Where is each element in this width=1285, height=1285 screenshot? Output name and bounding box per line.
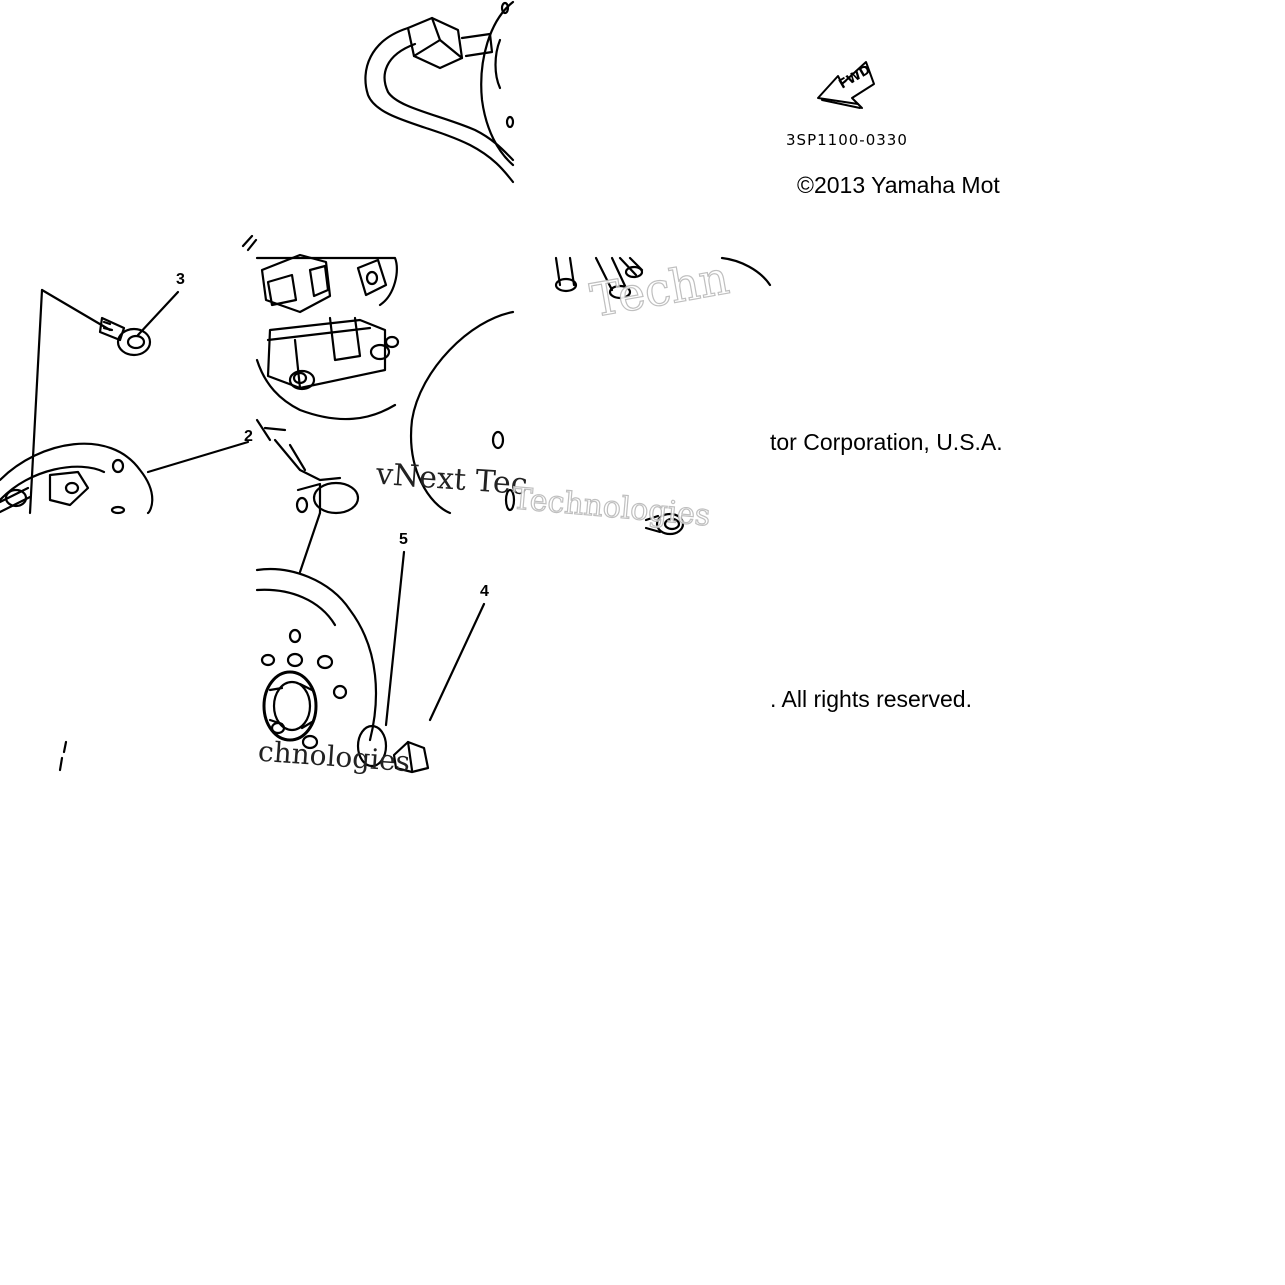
harness-tile [365,2,513,182]
crank-tile [60,513,484,772]
leader-line-3 [138,292,178,335]
rotor [0,444,152,513]
watermark-chnologies: chnologies [257,734,412,779]
leader-line-left [42,290,110,330]
coil-body [268,320,385,388]
copyright-part-2: tor Corporation, U.S.A. [770,429,1003,455]
leader-line-5 [386,552,404,725]
harness-wire-inner [385,44,513,160]
callout-5: 5 [399,531,408,548]
leader-line-vertical [30,290,42,513]
watermark-techn: Techn [586,250,733,328]
flywheel-tile [0,290,248,513]
leader-line-upper [300,513,320,572]
watermark-vnext: vNext Tec [374,456,529,503]
callout-3: 3 [176,271,185,288]
copyright-part-3: . All rights reserved. [770,686,972,712]
fwd-label: FWD [836,62,874,93]
watermark-technologies: Technologies [510,481,712,534]
leader-line-2 [148,442,248,472]
bolt [100,318,150,355]
callout-2: 2 [244,428,253,445]
callout-4: 4 [480,583,489,600]
copyright-part-1: ©2013 Yamaha Mot [797,172,1000,198]
leader-line-4 [430,604,484,720]
part-number: 3SP1100-0330 [786,131,908,149]
